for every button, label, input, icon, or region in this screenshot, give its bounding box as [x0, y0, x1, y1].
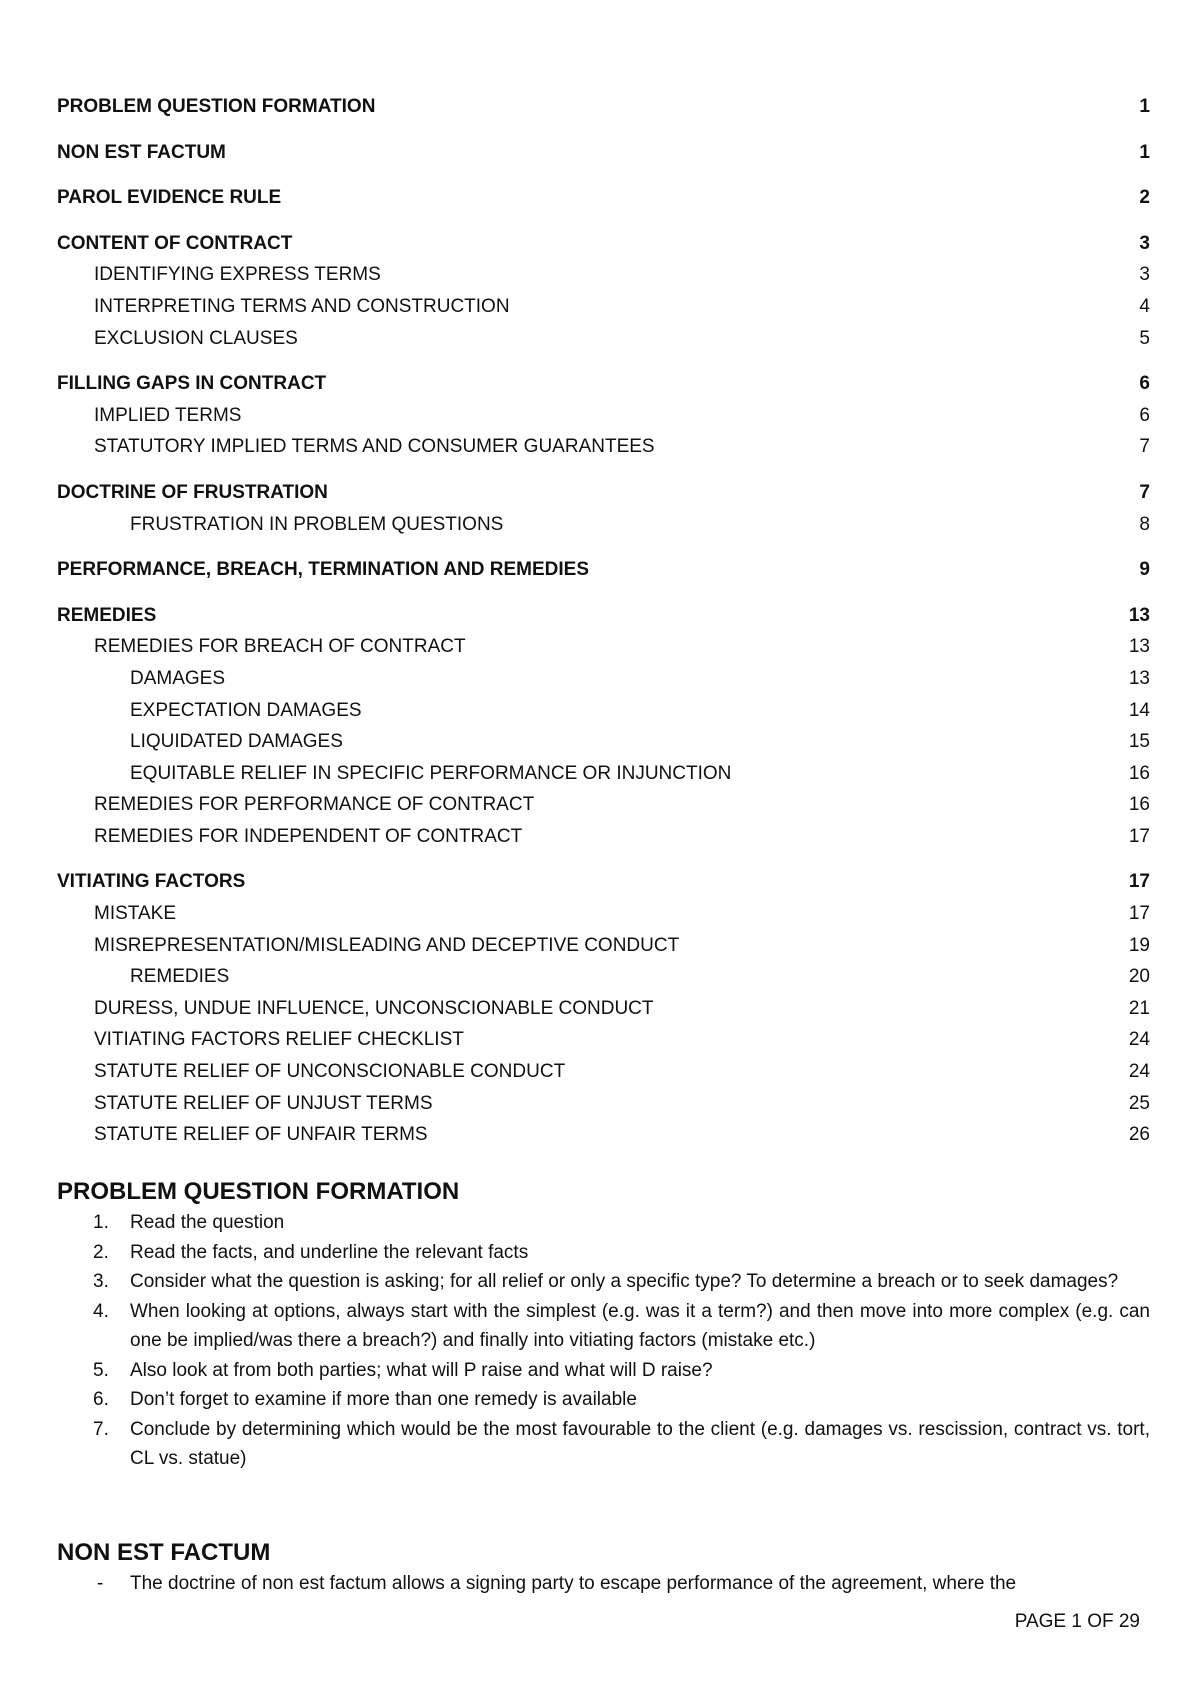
toc-entry-label: FILLING GAPS IN CONTRACT [57, 373, 327, 395]
toc-entry[interactable] [57, 789, 1150, 821]
section-problem-question-formation [57, 1176, 1150, 1474]
toc-entry-page: 26 [1128, 1124, 1150, 1146]
toc-entry-label: VITIATING FACTORS RELIEF CHECKLIST [94, 1029, 464, 1051]
toc-entry-label: REMEDIES [130, 966, 230, 988]
toc-entry[interactable] [57, 182, 1150, 214]
list-item-text: Don’t forget to examine if more than one remedy is available [130, 1389, 637, 1410]
toc-entry-page: 6 [1139, 404, 1150, 426]
toc-entry-page: 13 [1128, 667, 1150, 689]
toc-entry-label: PERFORMANCE, BREACH, TERMINATION AND REMEDIES [57, 559, 590, 581]
toc-entry[interactable] [57, 91, 1150, 123]
toc-entry-label: MISTAKE [94, 903, 176, 925]
toc-entry[interactable] [57, 431, 1150, 463]
toc-entry[interactable] [57, 758, 1150, 790]
list-item [57, 1267, 1150, 1297]
toc-entry-label: NON EST FACTUM [57, 141, 226, 163]
toc-entry-page: 17 [1128, 825, 1150, 847]
toc-entry-page: 1 [1139, 141, 1150, 163]
list-item [57, 1356, 1150, 1386]
toc-entry[interactable] [57, 663, 1150, 695]
toc-entry-page: 16 [1128, 762, 1150, 784]
list-item-text: Also look at from both parties; what will P raise and what will D raise? [130, 1359, 713, 1381]
toc-entry-page: 24 [1128, 1029, 1150, 1051]
toc-entry-page: 13 [1128, 636, 1150, 658]
toc-entry-label: EQUITABLE RELIEF IN SPECIFIC PERFORMANCE OR INJUNCTION [130, 762, 732, 784]
list-item-text: Conclude by determining which would be the most favourable to the client (e.g. damages vs. rescission, contract vs. tort, CL vs. statue) [130, 1418, 1150, 1469]
toc-entry-label: DOCTRINE OF FRUSTRATION [57, 481, 328, 503]
table-of-contents [57, 91, 1150, 1151]
toc-entry-page: 14 [1128, 699, 1150, 721]
toc-entry-page: 17 [1128, 871, 1150, 893]
toc-entry-page: 2 [1139, 187, 1150, 209]
toc-entry-label: STATUTE RELIEF OF UNCONSCIONABLE CONDUCT [94, 1061, 566, 1083]
toc-entry-page: 7 [1139, 481, 1150, 503]
toc-entry[interactable] [57, 930, 1150, 962]
list-number: 5. [93, 1359, 109, 1381]
page-footer: PAGE 1 OF 29 [1014, 1611, 1140, 1632]
list-item-text: Consider what the question is asking; for all relief or only a specific type? To determine a breach or to seek damages? [130, 1271, 1119, 1292]
toc-entry[interactable] [57, 726, 1150, 758]
toc-entry[interactable] [57, 400, 1150, 432]
toc-entry-label: STATUTE RELIEF OF UNJUST TERMS [94, 1092, 433, 1114]
section-heading: PROBLEM QUESTION FORMATION [57, 1178, 460, 1205]
toc-entry-page: 16 [1128, 794, 1150, 816]
toc-entry-page: 21 [1128, 997, 1150, 1019]
list-item-text: Read the question [130, 1212, 285, 1233]
toc-entry-label: REMEDIES FOR BREACH OF CONTRACT [94, 636, 466, 658]
toc-entry-page: 7 [1139, 436, 1150, 458]
toc-entry-page: 8 [1139, 513, 1150, 535]
list-item-text: When looking at options, always start with the simplest (e.g. was it a term?) and then move into more complex (e.g. can one be implied/was there a breach?) and finally into vitiating factors (mistake etc.) [130, 1300, 1150, 1351]
toc-entry-page: 1 [1139, 96, 1150, 117]
toc-entry[interactable] [57, 961, 1150, 993]
toc-entry[interactable] [57, 631, 1150, 663]
toc-entry-label: MISREPRESENTATION/MISLEADING AND DECEPTIVE CONDUCT [94, 934, 680, 956]
toc-entry[interactable] [57, 228, 1150, 260]
toc-entry-page: 19 [1128, 934, 1150, 956]
section-non-est-factum [57, 1537, 1150, 1599]
toc-entry[interactable] [57, 1088, 1150, 1120]
list-number: 6. [93, 1389, 109, 1410]
list-item-text: Read the facts, and underline the relevant facts [130, 1241, 529, 1263]
toc-entry-label: FRUSTRATION IN PROBLEM QUESTIONS [130, 513, 504, 535]
toc-entry[interactable] [57, 866, 1150, 898]
toc-entry-label: EXCLUSION CLAUSES [94, 327, 298, 349]
toc-entry[interactable] [57, 1119, 1150, 1151]
list-item [57, 1208, 1150, 1238]
list-item [57, 1238, 1150, 1268]
toc-entry-label: EXPECTATION DAMAGES [130, 699, 362, 721]
toc-entry[interactable] [57, 821, 1150, 853]
toc-entry-label: STATUTE RELIEF OF UNFAIR TERMS [94, 1124, 428, 1146]
toc-entry-page: 17 [1128, 903, 1150, 925]
toc-entry-page: 3 [1139, 232, 1150, 254]
list-number: 1. [93, 1212, 109, 1233]
toc-entry-label: LIQUIDATED DAMAGES [130, 731, 343, 753]
toc-entry-page: 6 [1139, 373, 1150, 395]
toc-entry[interactable] [57, 1056, 1150, 1088]
toc-entry-label: STATUTORY IMPLIED TERMS AND CONSUMER GUARANTEES [94, 436, 655, 458]
list-number: 4. [93, 1300, 109, 1322]
toc-entry[interactable] [57, 368, 1150, 400]
numbered-list [57, 1208, 1150, 1474]
toc-entry-page: 15 [1128, 731, 1150, 753]
toc-entry-label: DAMAGES [130, 667, 226, 689]
toc-entry-label: CONTENT OF CONTRACT [57, 232, 293, 254]
list-item [57, 1297, 1150, 1356]
toc-entry-label: IDENTIFYING EXPRESS TERMS [94, 264, 381, 286]
list-number: 3. [93, 1271, 109, 1292]
bullet-list [57, 1569, 1150, 1599]
toc-entry[interactable] [57, 509, 1150, 541]
toc-entry[interactable] [57, 695, 1150, 727]
toc-entry-label: REMEDIES FOR PERFORMANCE OF CONTRACT [94, 794, 535, 816]
toc-entry-label: REMEDIES FOR INDEPENDENT OF CONTRACT [94, 825, 523, 847]
toc-entry[interactable] [57, 554, 1150, 586]
toc-entry-page: 5 [1139, 327, 1150, 349]
list-number: 7. [93, 1418, 109, 1440]
toc-entry[interactable] [57, 600, 1150, 632]
toc-entry[interactable] [57, 259, 1150, 291]
toc-entry-label: REMEDIES [57, 604, 157, 626]
list-item [57, 1415, 1150, 1474]
toc-entry-page: 9 [1139, 559, 1150, 581]
toc-entry[interactable] [57, 291, 1150, 323]
toc-entry[interactable] [57, 137, 1150, 169]
toc-entry-page: 4 [1139, 295, 1150, 317]
toc-entry-page: 20 [1128, 966, 1150, 988]
list-item-text: The doctrine of non est factum allows a signing party to escape performance of the agreement, where the [130, 1573, 1017, 1594]
toc-entry-label: VITIATING FACTORS [57, 871, 246, 893]
toc-entry-page: 13 [1128, 604, 1150, 626]
toc-entry[interactable] [57, 993, 1150, 1025]
toc-entry-label: PAROL EVIDENCE RULE [57, 187, 282, 209]
toc-entry-label: IMPLIED TERMS [94, 404, 242, 426]
list-bullet: - [97, 1573, 104, 1594]
toc-entry[interactable] [57, 898, 1150, 930]
toc-entry[interactable] [57, 323, 1150, 355]
list-number: 2. [93, 1241, 109, 1263]
list-item [57, 1569, 1150, 1599]
toc-entry[interactable] [57, 1024, 1150, 1056]
toc-entry-label: INTERPRETING TERMS AND CONSTRUCTION [94, 295, 510, 317]
toc-entry[interactable] [57, 477, 1150, 509]
list-item [57, 1385, 1150, 1415]
toc-entry-page: 3 [1139, 264, 1150, 286]
toc-entry-label: PROBLEM QUESTION FORMATION [57, 96, 376, 117]
section-heading: NON EST FACTUM [57, 1539, 271, 1566]
toc-entry-page: 25 [1128, 1092, 1150, 1114]
toc-entry-label: DURESS, UNDUE INFLUENCE, UNCONSCIONABLE CONDUCT [94, 997, 654, 1019]
toc-entry-page: 24 [1128, 1061, 1150, 1083]
